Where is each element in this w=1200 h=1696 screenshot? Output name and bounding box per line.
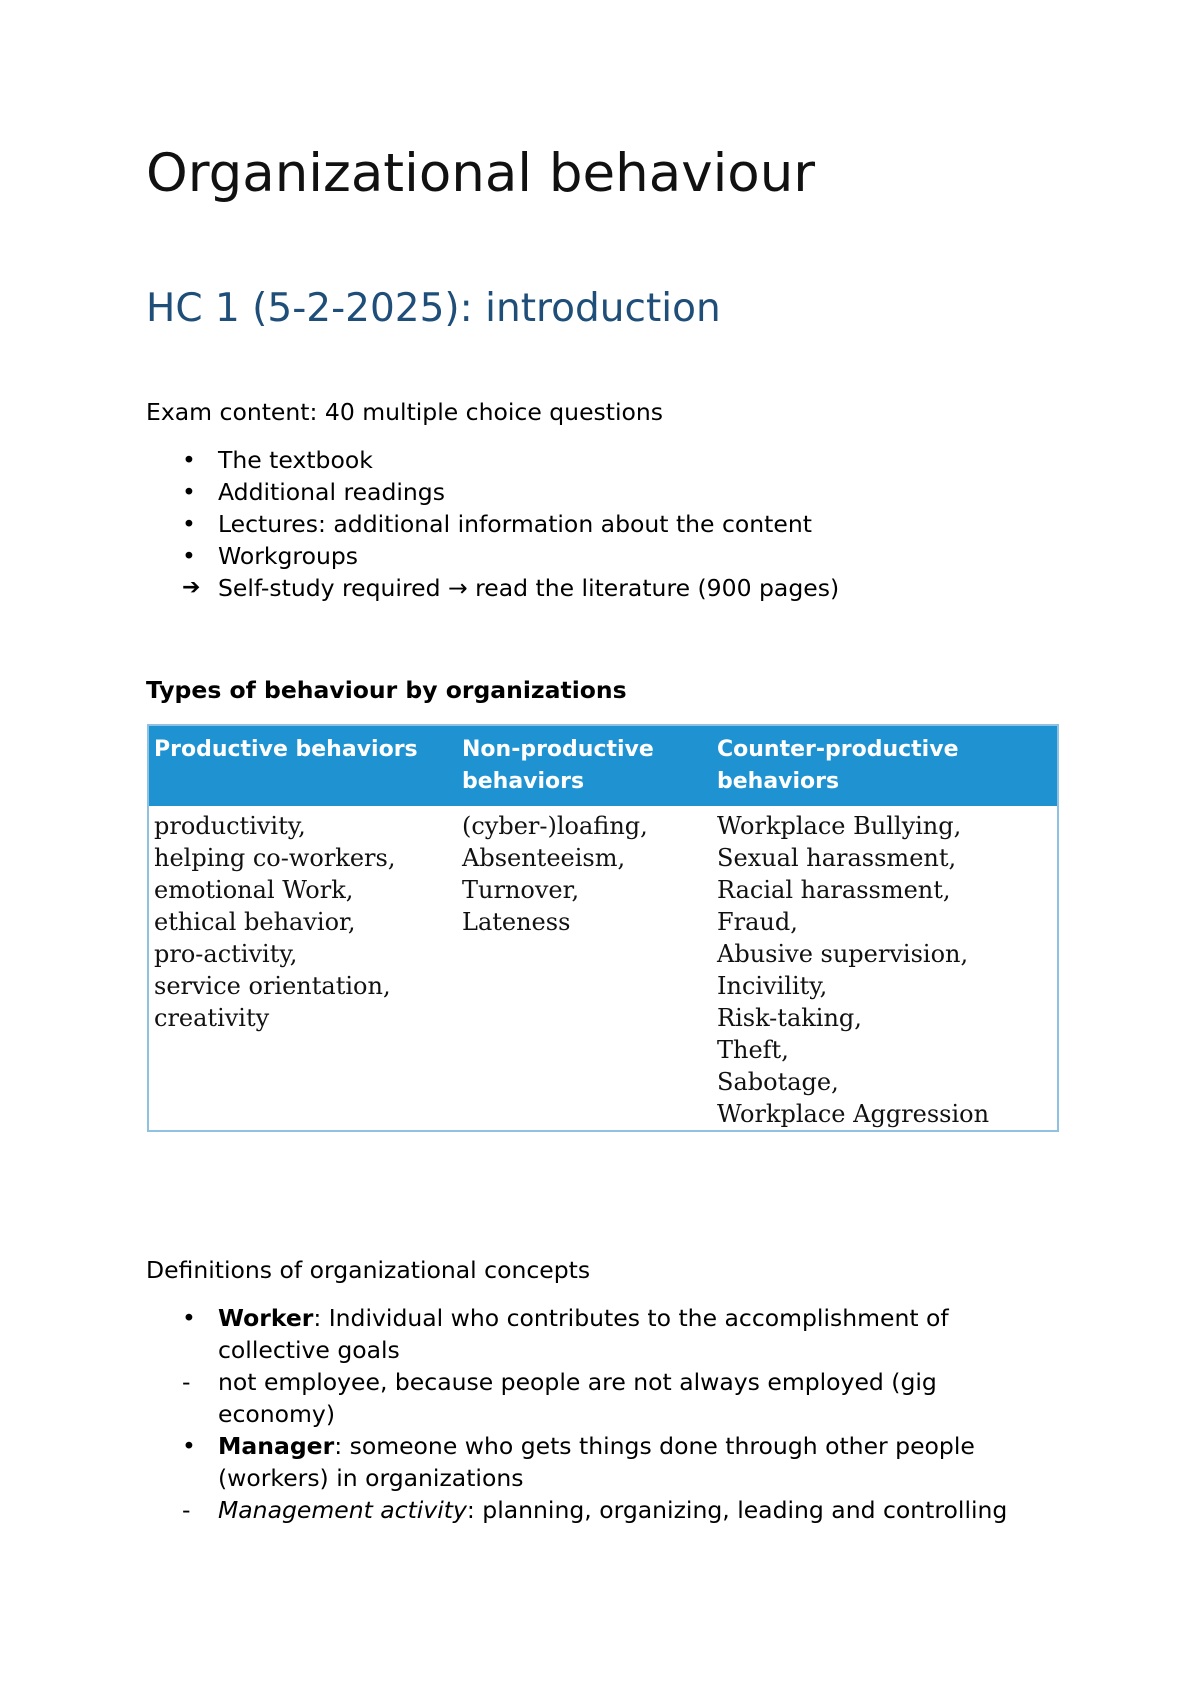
table-cell: creativity: [154, 1004, 270, 1032]
table-cell: Lateness: [462, 908, 571, 936]
bullet-icon: •: [182, 542, 196, 570]
table-cell: Incivility,: [717, 972, 828, 1000]
behaviour-types-table: [147, 724, 1059, 1132]
definition-term: Management activity: [218, 1496, 467, 1524]
bullet-icon: •: [182, 446, 196, 474]
definition-text: : someone who gets things done through other people (workers) in organizations: [218, 1432, 975, 1492]
dash-icon: -: [182, 1368, 191, 1396]
list-item: [146, 540, 1046, 572]
dash-icon: -: [182, 1496, 191, 1524]
table-cell: helping co-workers,: [154, 844, 396, 872]
definition-term: Manager: [218, 1432, 335, 1460]
table-cell: emotional Work,: [154, 876, 354, 904]
table-column-non-productive: [462, 810, 702, 938]
list-item: [146, 1494, 1046, 1526]
exam-intro: Exam content: 40 multiple choice questions: [146, 398, 664, 426]
list-item: [146, 1430, 1046, 1494]
bullet-icon: •: [182, 510, 196, 538]
table-header-non-productive: Non-productive behaviors: [462, 737, 654, 794]
definitions-intro: Definitions of organizational concepts: [146, 1256, 591, 1284]
table-column-productive: [154, 810, 444, 1034]
bullet-icon: •: [182, 1432, 196, 1460]
table-header-counter-productive: Counter-productive behaviors: [717, 737, 959, 794]
types-heading: Types of behaviour by organizations: [146, 676, 627, 704]
table-cell: pro-activity,: [154, 940, 298, 968]
table-cell: Racial harassment,: [717, 876, 951, 904]
definition-term: Worker: [218, 1304, 314, 1332]
table-header-productive: Productive behaviors: [154, 737, 418, 762]
page-title: Organizational behaviour: [146, 143, 816, 204]
table-cell: Sabotage,: [717, 1068, 839, 1096]
table-cell: Workplace Aggression: [717, 1100, 990, 1128]
table-cell: service orientation,: [154, 972, 391, 1000]
definition-text: : Individual who contributes to the accomplishment of collective goals: [218, 1304, 949, 1364]
table-cell: Risk-taking,: [717, 1004, 862, 1032]
definition-text: not employee, because people are not always employed (gig economy): [218, 1368, 937, 1428]
table-cell: (cyber-)loafing,: [462, 812, 648, 840]
list-item-text: Self-study required → read the literature (900 pages): [218, 574, 840, 602]
table-cell: Sexual harassment,: [717, 844, 957, 872]
section-heading: HC 1 (5-2-2025): introduction: [146, 286, 721, 331]
list-item: [146, 444, 1046, 476]
arrow-right-icon: ➔: [182, 575, 201, 600]
list-item: [146, 1302, 1046, 1366]
list-item-text: The textbook: [218, 446, 373, 474]
table-cell: Absenteeism,: [462, 844, 626, 872]
list-item-text: Workgroups: [218, 542, 359, 570]
bullet-icon: •: [182, 1304, 196, 1332]
table-cell: Fraud,: [717, 908, 798, 936]
definitions-list: [146, 1302, 1046, 1526]
list-item: [146, 1366, 1046, 1430]
list-item-text: Additional readings: [218, 478, 445, 506]
list-item: [146, 476, 1046, 508]
table-column-counter-productive: [717, 810, 1052, 1130]
bullet-icon: •: [182, 478, 196, 506]
exam-content-list: [146, 444, 1046, 604]
table-cell: Abusive supervision,: [717, 940, 969, 968]
definition-text: : planning, organizing, leading and controlling: [466, 1496, 1008, 1524]
table-cell: Theft,: [717, 1036, 789, 1064]
list-item-text: Lectures: additional information about the content: [218, 510, 812, 538]
table-cell: Turnover,: [462, 876, 580, 904]
table-cell: ethical behavior,: [154, 908, 356, 936]
table-cell: productivity,: [154, 812, 306, 840]
list-item: [146, 572, 1046, 604]
list-item: [146, 508, 1046, 540]
table-cell: Workplace Bullying,: [717, 812, 962, 840]
